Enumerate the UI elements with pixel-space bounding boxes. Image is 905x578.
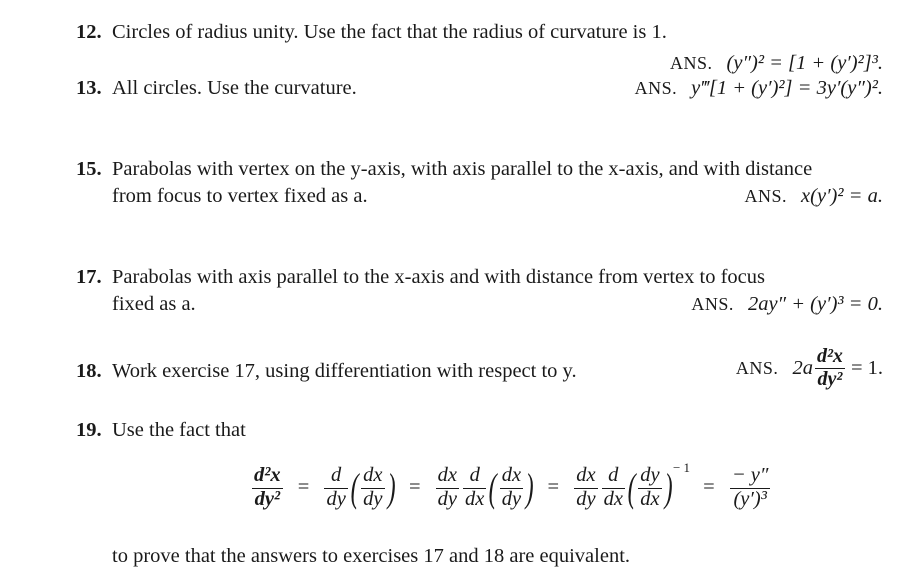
exercise-15-answer [745,186,883,207]
fraction-denominator: dx [465,487,485,510]
answer-text: y‴[1 + (y′)²] = 3y′(y″)². [691,77,883,99]
fraction-denominator: dy² [817,368,843,390]
right-paren: ) [664,464,673,510]
exercise-12-answer [670,53,883,74]
exercise-text: All circles. Use the curvature. [112,77,357,99]
exercise-number: 12. [76,21,102,43]
left-paren: ( [489,464,498,510]
right-paren: ) [387,464,396,510]
exercise-number: 19. [76,419,102,441]
fraction-denominator: dx [640,487,660,510]
fraction-numerator: dx [574,465,597,489]
fraction-denominator: dy [501,487,522,510]
equals-sign: = [408,476,421,499]
exercise-number: 18. [76,360,102,382]
answer-text: x(y′)² = a. [801,185,883,207]
fraction-denominator: dy [437,487,458,510]
left-paren: ( [350,464,359,510]
answer-rhs: = 1. [850,356,883,379]
right-paren: ) [525,464,534,510]
fraction-denominator: dy² [254,487,281,510]
exercise-text: from focus to vertex fixed as a. [112,185,368,207]
fraction-d-dx [602,465,625,510]
answer-fraction [815,346,845,390]
exercise-13 [76,78,357,99]
fraction-numerator: dx [500,465,523,489]
fraction-dx-dy [436,465,459,510]
exercise-18-answer [736,346,883,390]
ans-label: ANS. [634,78,678,98]
exercise-19-conclusion [112,546,630,567]
answer-coef: 2a [792,356,813,379]
exercise-text: fixed as a. [112,293,196,315]
fraction-denominator: dy [363,487,383,510]
left-paren: ( [627,464,636,510]
exercise-15-line2 [112,186,368,207]
equals-sign: = [297,476,310,499]
exercise-12 [76,22,667,43]
fraction-numerator: dy [638,465,661,489]
fraction-numerator: d [324,465,347,489]
exercise-13-answer [635,78,883,99]
equals-sign: = [547,476,560,499]
fraction-denominator: dy [576,487,596,510]
ans-label: ANS. [670,53,713,73]
fraction-dy-dx [638,465,661,510]
exercise-text: Circles of radius unity. Use the fact that the radius of curvature is 1. [112,21,667,43]
exercise-text: Parabolas with axis parallel to the x-axis and with distance from vertex to focus [112,266,765,288]
equals-sign: = [703,476,715,499]
answer-text: (y″)² = [1 + (y′)²]³. [726,52,883,74]
exercise-number: 13. [76,77,102,99]
exercise-text: Parabolas with vertex on the y-axis, with axis parallel to the x-axis, and with distance [112,158,813,180]
fraction-numerator: − y″ [730,465,771,489]
exercise-18 [76,361,577,382]
ans-label: ANS. [691,294,734,314]
fraction-d2x-dy2 [252,465,283,510]
conclusion-text: to prove that the answers to exercises 17 and 18 are equivalent. [112,545,631,567]
exercise-number: 15. [76,158,102,180]
fraction-d-dy [324,465,347,510]
fraction-d-dx [463,465,486,510]
exercise-text: Work exercise 17, using differentiation with respect to y. [112,360,577,382]
ans-label: ANS. [744,186,788,206]
fraction-dx-dy [361,465,384,510]
fraction-numerator: d [463,465,486,489]
fraction-numerator: d²x [252,465,283,489]
exercise-text: Use the fact that [112,419,246,441]
exercise-19 [76,420,246,441]
fraction-denominator: dy [326,487,346,510]
exercise-17 [76,267,765,288]
fraction-denominator: (y′)³ [733,487,767,510]
fraction-dx-dy [574,465,597,510]
fraction-numerator: dx [361,465,384,489]
fraction-final [730,465,771,510]
fraction-numerator: d²x [816,345,843,367]
derivative-equation [250,460,772,510]
exercise-17-answer [691,294,883,315]
fraction-numerator: d [602,465,625,489]
ans-label: ANS. [735,358,779,378]
fraction-dx-dy [500,465,523,510]
fraction-denominator: dx [603,487,623,510]
exercise-number: 17. [76,266,102,288]
exercise-17-line2 [112,294,196,315]
exponent: − 1 [672,460,691,476]
exercise-15 [76,159,812,180]
answer-text: 2ay″ + (y′)³ = 0. [747,293,883,315]
fraction-numerator: dx [436,465,459,489]
